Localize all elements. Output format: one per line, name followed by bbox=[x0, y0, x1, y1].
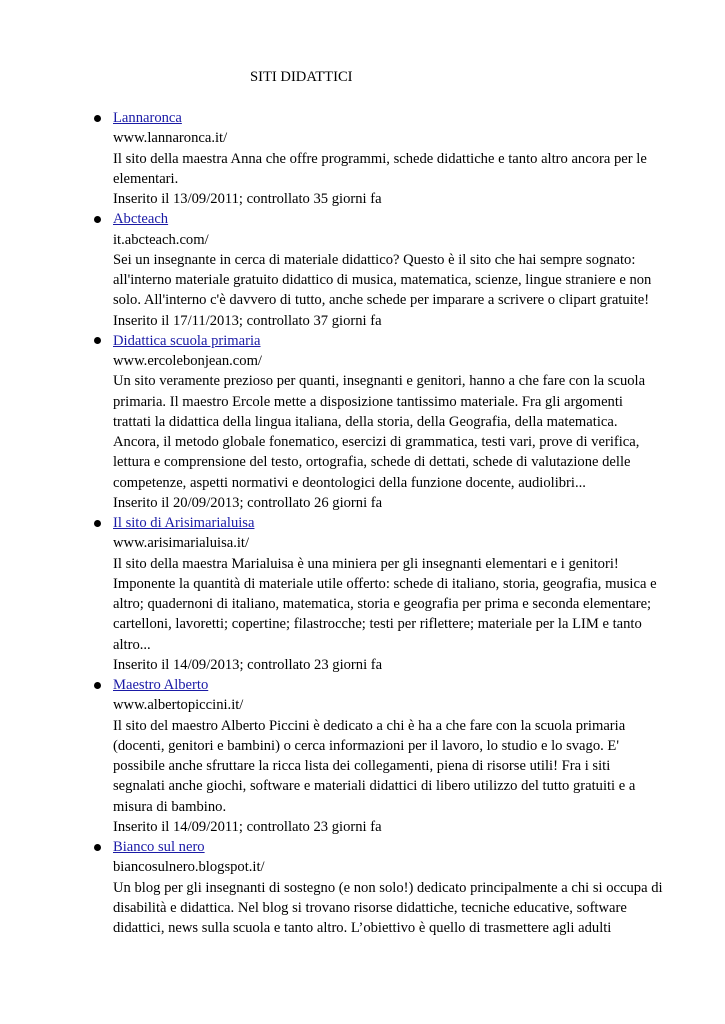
list-item bbox=[113, 837, 663, 938]
site-url: www.ercolebonjean.com/ bbox=[113, 353, 262, 369]
site-description: Sei un insegnante in cerca di materiale didattico? Questo è il sito che hai sempre sognato: all'interno materiale gratuito didattico di musica, matematica, scienze, lingue straniere e non solo. All'interno c'è davvero di tutto, anche schede per imparare a scrivere o clipart gratuite! bbox=[113, 251, 652, 309]
site-link-arisimarialuisa[interactable]: Il sito di Arisimarialuisa bbox=[113, 515, 255, 531]
site-description: Un sito veramente prezioso per quanti, insegnanti e genitori, hanno a che fare con la scuola primaria. Il maestro Ercole mette a disposizione tantissimo materiale. Fra gli argomenti trattati la didattica della lingua italiana, della storia, della Geografia, della matematica. Ancora, il metodo globale fonematico, esercizi di grammatica, testi vari, prove di verifica, lettura e comprensione del testo, ortografia, schede di dettati, schede di valutazione delle competenze, aspetti normativi e deontologici della funzione docente, audiolibri... bbox=[113, 373, 646, 491]
list-item bbox=[113, 675, 663, 837]
site-meta: Inserito il 17/11/2013; controllato 37 giorni fa bbox=[113, 312, 382, 329]
bullet-icon bbox=[94, 331, 102, 351]
site-link-didattica-scuola-primaria[interactable]: Didattica scuola primaria bbox=[113, 332, 261, 349]
site-meta: Inserito il 20/09/2013; controllato 26 giorni fa bbox=[113, 494, 383, 511]
bullet-icon bbox=[94, 513, 102, 533]
site-link-maestro-alberto[interactable]: Maestro Alberto bbox=[113, 677, 209, 693]
site-url: www.lannaronca.it/ bbox=[113, 130, 228, 147]
bullet-icon bbox=[94, 837, 102, 857]
site-link-bianco-sul-nero[interactable]: Bianco sul nero bbox=[113, 839, 205, 855]
list-item bbox=[113, 331, 663, 513]
site-description: Il sito del maestro Alberto Piccini è dedicato a chi è ha a che fare con la scuola primaria (docenti, genitori e bambini) o cerca informazioni per il lavoro, lo studio e lo svago. E' possibile anche sfruttare la ricca lista dei collegamenti, piena di risorse utili! Fra i siti segnalati anche giochi, software e materiali didattici di libero utilizzo del tutto gratuiti e a misura di bambino. bbox=[113, 717, 636, 815]
site-description: Un blog per gli insegnanti di sostegno (e non solo!) dedicato principalmente a chi si occupa di disabilità e didattica. Nel blog si trovano risorse didattiche, tecniche educative, software didattici, news sulla scuola e tanto altro. L’obiettivo è quello di trasmettere agli adulti bbox=[113, 879, 663, 936]
bullet-icon bbox=[94, 675, 102, 695]
site-list bbox=[113, 108, 663, 938]
list-item bbox=[113, 209, 663, 331]
site-description: Il sito della maestra Marialuisa è una miniera per gli insegnanti elementari e i genitori! Imponente la quantità di materiale utile offerto: schede di italiano, storia, geografia, musica e altro; quadernoni di italiano, matematica, storia e geografia per prima e seconda elementare; cartelloni, lavoretti; copertine; filastrocche; testi per riflettere; materiale per la LIM e tanto altro... bbox=[113, 555, 657, 653]
site-link-lannaronca[interactable]: Lannaronca bbox=[113, 110, 182, 126]
page-title: SITI DIDATTICI bbox=[250, 69, 353, 85]
bullet-icon bbox=[94, 209, 102, 229]
site-description: Il sito della maestra Anna che offre programmi, schede didattiche e tanto altro ancora per le elementari. bbox=[113, 150, 647, 187]
site-meta: Inserito il 13/09/2011; controllato 35 giorni fa bbox=[113, 191, 382, 207]
bullet-icon bbox=[94, 108, 102, 128]
site-url: it.abcteach.com/ bbox=[113, 231, 209, 248]
site-url: biancosulnero.blogspot.it/ bbox=[113, 859, 265, 876]
list-item bbox=[113, 108, 663, 209]
site-meta: Inserito il 14/09/2013; controllato 23 giorni fa bbox=[113, 656, 383, 673]
site-meta: Inserito il 14/09/2011; controllato 23 giorni fa bbox=[113, 818, 382, 835]
list-item bbox=[113, 513, 663, 675]
site-link-abcteach[interactable]: Abcteach bbox=[113, 211, 169, 228]
site-url: www.albertopiccini.it/ bbox=[113, 697, 244, 714]
site-url: www.arisimarialuisa.it/ bbox=[113, 535, 250, 552]
